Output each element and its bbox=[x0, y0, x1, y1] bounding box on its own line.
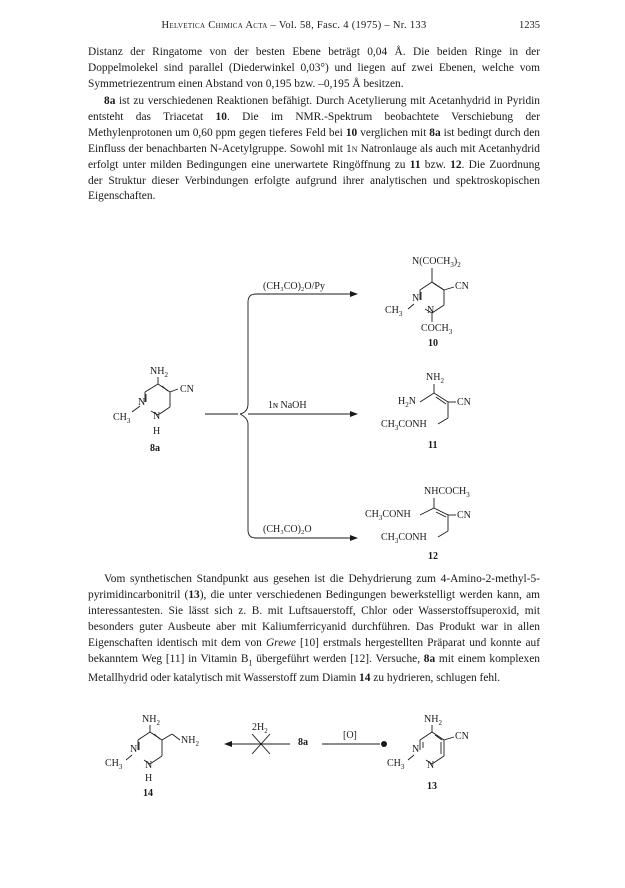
12-amide1-sub: 3 bbox=[378, 514, 383, 522]
8a-nh2-sub: 2 bbox=[164, 371, 168, 379]
13-cn: CN bbox=[455, 731, 469, 742]
journal-volume: – Vol. 58, Fasc. 4 (1975) – Nr. 133 bbox=[267, 20, 427, 31]
12-nhacetyl-sub: 3 bbox=[466, 491, 470, 499]
14-nh2-sub: 2 bbox=[156, 719, 160, 727]
14-ch2nh2-sub: 2 bbox=[195, 740, 199, 748]
text-run: [10] erstmals hergestellten Präparat und konnte auf bekanntem Weg [11] in Vitamin B bbox=[88, 636, 540, 665]
compound-ref: 13 bbox=[188, 588, 200, 601]
compound-ref: 8a bbox=[104, 95, 116, 107]
14-ch3 bbox=[105, 758, 122, 771]
14-nh2-text: NH bbox=[142, 714, 157, 725]
text-run: Natronlauge als auch mit Acetanhydrid erfolgt unter milden Bedingungen eine unerwartete Ringöffnung zu bbox=[88, 142, 540, 171]
13-n2: N bbox=[427, 760, 435, 771]
text-run: . Die Zuordnung der Struktur dieser Verbindungen erfolgte aufgrund ihrer analytischen und spektroskopischen Eigenschaften. bbox=[88, 158, 540, 203]
13-ch3 bbox=[387, 758, 404, 771]
14-ch3-sub: 3 bbox=[118, 763, 123, 771]
12-amide1-text: CH bbox=[365, 509, 379, 520]
compound-ref: 10 bbox=[215, 110, 227, 123]
8a-nh2-text: NH bbox=[150, 366, 165, 377]
14-n2: N bbox=[145, 760, 153, 771]
text-run: ist zu verschiedenen Reaktionen befähigt. Durch Acetylierung mit Acetanhydrid in Pyridin entsteht das Triacetat bbox=[88, 95, 540, 123]
14-nh2 bbox=[142, 714, 160, 727]
11-h2n-sub: 2 bbox=[405, 401, 409, 409]
12-amide2-text: CH bbox=[381, 532, 395, 543]
10-n2: N bbox=[427, 305, 435, 316]
10-n: N bbox=[412, 293, 420, 304]
compound-label-11: 11 bbox=[428, 440, 438, 451]
compound-ref: 10 bbox=[345, 126, 358, 139]
13-n: N bbox=[412, 744, 420, 755]
10-nacetyl-sub: 3 bbox=[450, 261, 454, 269]
10-nacetyl-text: N(COCH bbox=[412, 256, 451, 267]
10-ch3-text: CH bbox=[385, 305, 399, 316]
14-ch3-text: CH bbox=[105, 758, 119, 769]
text-run: übergeführt werden [12]. Versuche, bbox=[252, 652, 424, 665]
center-compound-8a: 8a bbox=[298, 737, 308, 748]
compound-label-10: 10 bbox=[428, 338, 438, 349]
13-ch3-sub: 3 bbox=[400, 763, 405, 771]
8a-nh: N bbox=[153, 411, 161, 422]
paragraph-1-text: Distanz der Ringatome von der besten Ebene beträgt 0,04 Å. Die beiden Ringe in der Doppelmolekel sind parallel (Diederwinkel 0,03°) und liegen auf zwei Ebenen, welche vom Symmetriezentrum einen Abstand von 0,195 bzw. –0,195 Å besitzen. bbox=[88, 46, 540, 90]
10-acyl-sub: 3 bbox=[448, 328, 453, 336]
10-cn: CN bbox=[455, 281, 469, 292]
subscript: 1 bbox=[248, 657, 253, 667]
page-number: 1235 bbox=[519, 20, 540, 31]
13-nh2 bbox=[424, 714, 442, 727]
compound-ref: 12 bbox=[450, 158, 462, 171]
compound-label-8a: 8a bbox=[150, 443, 160, 454]
11-amide-sub: 3 bbox=[394, 424, 399, 432]
reagent-hydrogen bbox=[252, 722, 268, 735]
11-h2n-text: H bbox=[398, 396, 406, 407]
text-run: zu hydrieren, schlugen fehl. bbox=[370, 671, 501, 684]
11-amide-tail: CONH bbox=[398, 419, 427, 430]
compound-label-12: 12 bbox=[428, 551, 438, 562]
journal-name: Helvetica Chimica Acta bbox=[161, 20, 268, 31]
compound-ref: 14 bbox=[359, 671, 371, 684]
12-cn: CN bbox=[457, 510, 471, 521]
reagent-acetanhydride-pyridine: (CH₃CO)₂O/Py bbox=[263, 281, 325, 292]
reagent-hydrogen-text: 2H bbox=[252, 722, 265, 733]
reagent-hydrogen-sub: 2 bbox=[264, 727, 268, 735]
compound-label-13: 13 bbox=[427, 781, 437, 792]
compound-label-14: 14 bbox=[143, 788, 153, 799]
14-ch2nh2 bbox=[181, 735, 199, 748]
text-run: mit einem komplexen Metallhydrid oder katalytisch mit Wasserstoff zum Diamin bbox=[88, 652, 540, 684]
text-run: verglichen mit bbox=[357, 126, 430, 139]
author-name: Grewe bbox=[265, 636, 296, 649]
11-cn: CN bbox=[457, 397, 471, 408]
14-n: N bbox=[130, 744, 138, 755]
text-run: ist bedingt durch den Einfluss der benachbarten N-Acetylgruppe. Sowohl mit 1 bbox=[88, 126, 541, 155]
12-amide2-sub: 3 bbox=[394, 537, 399, 545]
normality-unit: n bbox=[351, 142, 358, 155]
14-h: H bbox=[145, 773, 153, 784]
13-nh2-text: NH bbox=[424, 714, 439, 725]
reagent-oxidation: [O] bbox=[343, 730, 357, 741]
12-amide1-tail: CONH bbox=[382, 509, 411, 520]
11-amide-text: CH bbox=[381, 419, 395, 430]
8a-cn: CN bbox=[180, 384, 194, 395]
13-nh2-sub: 2 bbox=[438, 719, 442, 727]
10-nacetyl-sub2: 2 bbox=[457, 261, 461, 269]
reagent-acetanhydride: (CH₃CO)₂O bbox=[263, 524, 312, 535]
8a-n: N bbox=[138, 397, 146, 408]
8a-ch3-text: CH bbox=[113, 412, 127, 423]
10-acyl-text: COCH bbox=[421, 323, 449, 334]
8a-ch3-sub: 3 bbox=[126, 417, 131, 425]
reagent-naoh: 1ɴ NaOH bbox=[268, 400, 307, 411]
8a-h: H bbox=[153, 426, 161, 437]
11-nh2-sub: 2 bbox=[440, 377, 444, 385]
compound-ref: 8a bbox=[423, 652, 436, 665]
10-ch3-sub: 3 bbox=[398, 310, 403, 318]
text-run: ), die unter verschiedenen Bedingungen bewerkstelligt werden kann, am interessantesten. Sie lässt sich z. B. mit Luftsauerstoff, Chlor oder Wasserstoffsuperoxid, mit besonders guter Ausbeute aber mit Kaliumferricyanid durchführen. Das Produkt war in allen Eigenschaften identisch mit dem von bbox=[88, 588, 540, 649]
compound-ref: 8a bbox=[429, 126, 441, 139]
text-run: . Die im NMR.-Spektrum beobachtete Verschiebung der Methylenprotonen um 0,60 ppm gegen tieferes Feld bei bbox=[88, 110, 540, 139]
13-ch3-text: CH bbox=[387, 758, 401, 769]
compound-ref: 11 bbox=[409, 158, 421, 171]
11-h2n-n: N bbox=[408, 396, 416, 407]
12-amide2-tail: CONH bbox=[398, 532, 427, 543]
12-nhacetyl-text: NHCOCH bbox=[424, 486, 467, 497]
text-run: Vom synthetischen Standpunkt aus gesehen ist die Dehydrierung zum 4-Amino-2-methyl-5-pyrimidincarbonitril ( bbox=[88, 573, 540, 601]
11-nh2-text: NH bbox=[426, 372, 441, 383]
10-nacetyl-close: ) bbox=[453, 256, 458, 267]
14-ch2nh2-text: NH bbox=[181, 735, 196, 746]
text-run: bzw. bbox=[420, 158, 451, 171]
